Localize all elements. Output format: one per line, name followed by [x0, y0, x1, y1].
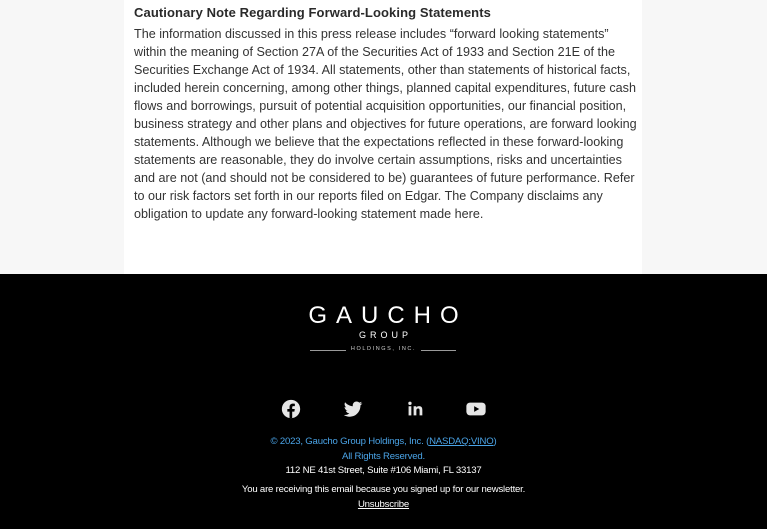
gaucho-logo-text: GAUCHO	[308, 302, 468, 329]
rights-reserved-text: All Rights Reserved.	[342, 451, 425, 462]
twitter-icon[interactable]	[342, 398, 364, 420]
logo-holdings-text: HOLDINGS, INC.	[350, 346, 417, 352]
cautionary-note-body: The information discussed in this press release includes “forward looking statements” within the meaning of Section 27A of the Securities Act of 1933 and Section 21E of the Securities Exchange Act of 1934. All statements, other than statements of historical facts, included herein concerning, among other things, planned capital expenditures, future cash flows and borrowings, pursuit of potential acquisition opportunities, our financial position, business strategy and other plans and objectives for future operations, are forward looking statements. Although we believe that the expectations reflected in these forward-looking statements are reasonable, they do involve certain assumptions, risks and uncertainties and are not (and should not be considered to be) guarantees of future performance. Refer to our risk factors set forth in our reports filed on Edgar. The Company disclaims any obligation to update any forward-looking statement made here.	[134, 27, 637, 221]
linkedin-icon[interactable]	[404, 398, 426, 420]
ticker-link[interactable]: NASDAQ:VINO	[429, 436, 494, 447]
youtube-icon[interactable]	[465, 398, 487, 420]
address-text: 112 NE 41st Street, Suite #106 Miami, FL 33137	[285, 465, 482, 476]
copyright-line	[0, 436, 767, 447]
logo-group-text: GROUP	[358, 330, 412, 340]
email-footer	[0, 274, 767, 529]
copyright-text: © 2023, Gaucho Group Holdings, Inc. (	[270, 436, 430, 447]
newsletter-notice: You are receiving this email because you signed up for our newsletter.	[241, 484, 526, 495]
copyright-close: )	[493, 436, 497, 447]
facebook-icon[interactable]	[280, 398, 302, 420]
unsubscribe-link[interactable]: Unsubscribe	[357, 499, 410, 510]
cautionary-note-title: Cautionary Note Regarding Forward-Looking Statements	[134, 5, 491, 20]
